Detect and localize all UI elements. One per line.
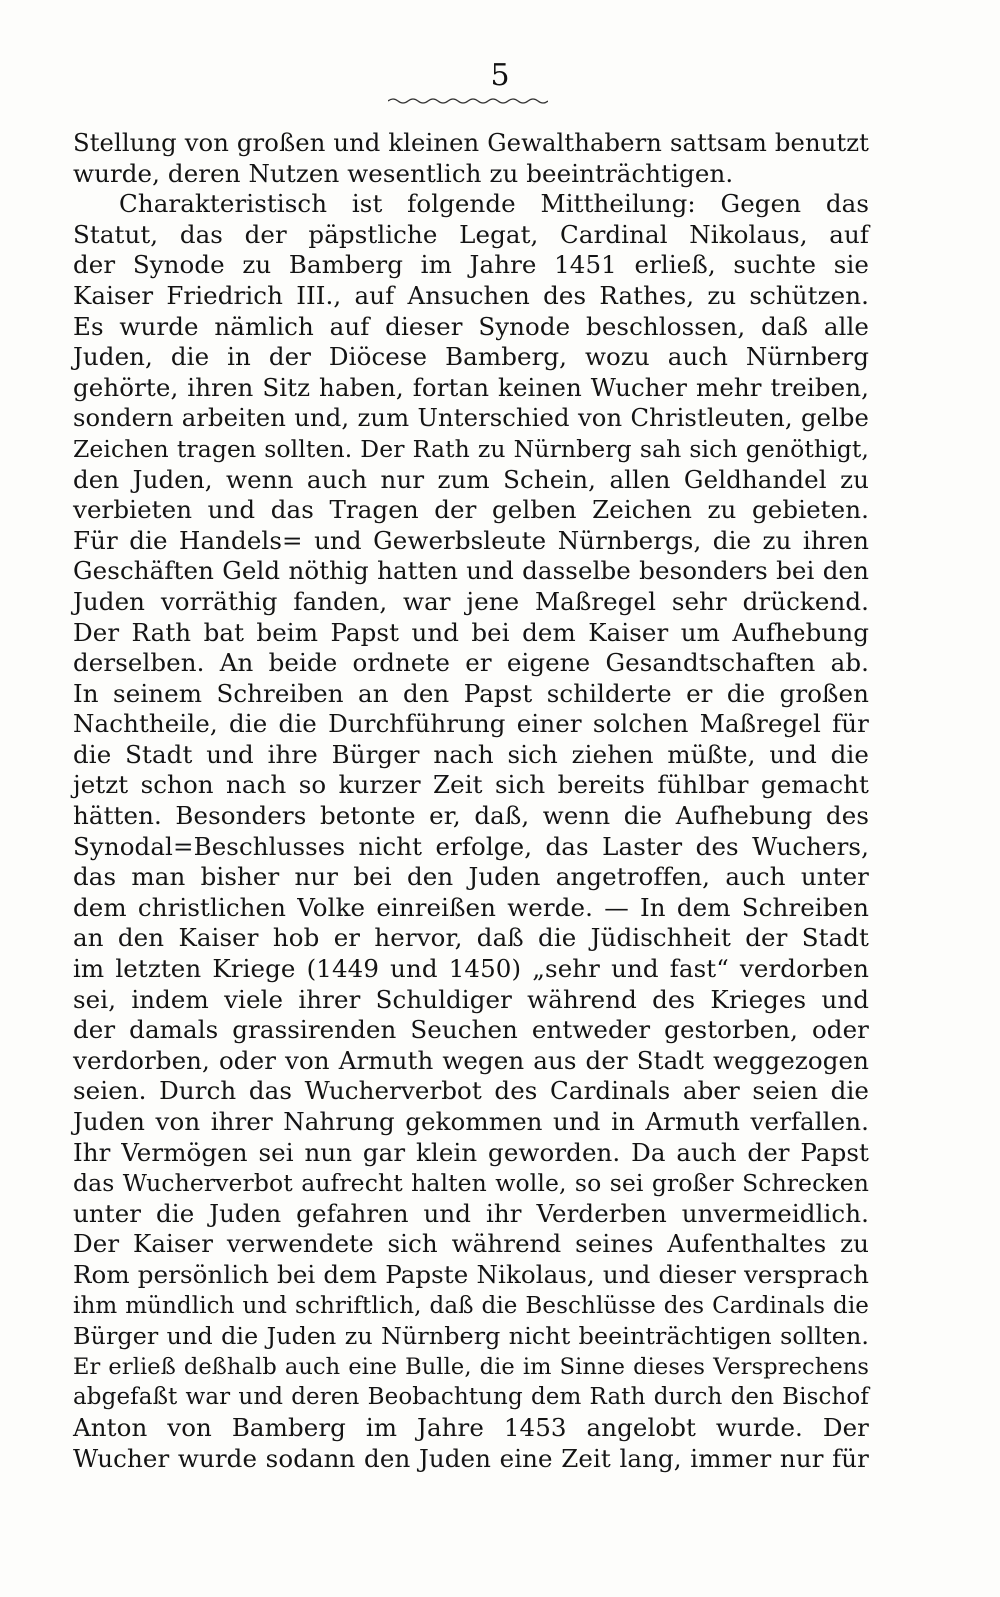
text-line: der Synode zu Bamberg im Jahre 1451 erließ, suchte sie — [73, 250, 869, 280]
text-line: wurde, deren Nutzen wesentlich zu beeinträchtigen. — [73, 158, 734, 188]
text-line: verbieten und das Tragen der gelben Zeichen zu gebieten. — [73, 495, 869, 525]
text-line: Der Kaiser verwendete sich während seines Aufenthaltes zu — [73, 1229, 869, 1259]
text-line: abgefaßt war und deren Beobachtung dem Rath durch den Bischof — [73, 1384, 869, 1411]
text-line: In seinem Schreiben an den Papst schilderte er die großen — [73, 678, 869, 708]
text-line: Statut, das der päpstliche Legat, Cardinal Nikolaus, auf — [73, 219, 869, 249]
text-line: Rom persönlich bei dem Papste Nikolaus, und dieser versprach — [73, 1259, 869, 1289]
page-number: 5 — [490, 58, 510, 93]
text-line: jetzt schon nach so kurzer Zeit sich bereits fühlbar gemacht — [73, 770, 869, 800]
text-line: Juden, die in der Diöcese Bamberg, wozu auch Nürnberg — [73, 342, 869, 372]
text-line: Synodal=Beschlusses nicht erfolge, das Laster des Wuchers, — [73, 831, 869, 861]
text-line: Bürger und die Juden zu Nürnberg nicht beeinträchtigen sollten. — [73, 1322, 869, 1351]
text-line: seien. Durch das Wucherverbot des Cardinals aber seien die — [73, 1076, 869, 1106]
text-line: verdorben, oder von Armuth wegen aus der Stadt weggezogen — [73, 1045, 869, 1075]
wavy-rule-ornament — [388, 96, 548, 106]
text-line: Geschäften Geld nöthig hatten und dasselbe besonders bei den — [73, 556, 869, 586]
text-line: Zeichen tragen sollten. Der Rath zu Nürnberg sah sich genöthigt, — [73, 434, 869, 463]
text-line: der damals grassirenden Seuchen entweder gestorben, oder — [73, 1015, 869, 1045]
text-line: Stellung von großen und kleinen Gewalthabern sattsam benutzt — [73, 128, 869, 157]
text-line: den Juden, wenn auch nur zum Schein, allen Geldhandel zu — [73, 464, 869, 494]
text-line: an den Kaiser hob er hervor, daß die Jüdischheit der Stadt — [73, 923, 869, 953]
text-line: gehörte, ihren Sitz haben, fortan keinen Wucher mehr treiben, — [73, 372, 869, 402]
text-line: Er erließ deßhalb auch eine Bulle, die im Sinne dieses Versprechens — [73, 1353, 869, 1380]
text-line: Charakteristisch ist folgende Mittheilung: Gegen das — [119, 189, 869, 219]
text-line: das Wucherverbot aufrecht halten wolle, so sei großer Schrecken — [73, 1169, 869, 1198]
text-line: sei, indem viele ihrer Schuldiger während des Krieges und — [73, 984, 869, 1014]
text-line: Wucher wurde sodann den Juden eine Zeit lang, immer nur für — [73, 1443, 869, 1473]
text-line: die Stadt und ihre Bürger nach sich ziehen müßte, und die — [73, 739, 869, 769]
text-line: derselben. An beide ordnete er eigene Gesandtschaften ab. — [73, 648, 869, 678]
text-line: sondern arbeiten und, zum Unterschied von Christleuten, gelbe — [73, 403, 869, 433]
text-line: Kaiser Friedrich III., auf Ansuchen des Rathes, zu schützen. — [73, 280, 869, 310]
text-line: Juden vorräthig fanden, war jene Maßregel sehr drückend. — [73, 586, 869, 616]
text-line: Ihr Vermögen sei nun gar klein geworden. Da auch der Papst — [73, 1137, 869, 1167]
text-line: das man bisher nur bei den Juden angetroffen, auch unter — [73, 862, 869, 892]
text-line: Für die Handels= und Gewerbsleute Nürnbergs, die zu ihren — [73, 525, 869, 555]
text-line: Anton von Bamberg im Jahre 1453 angelobt wurde. Der — [73, 1412, 869, 1442]
text-line: unter die Juden gefahren und ihr Verderben unvermeidlich. — [73, 1198, 869, 1228]
body-text — [73, 128, 869, 1474]
text-line: Nachtheile, die die Durchführung einer solchen Maßregel für — [73, 709, 869, 739]
text-line: hätten. Besonders betonte er, daß, wenn die Aufhebung des — [73, 801, 869, 831]
text-line: Es wurde nämlich auf dieser Synode beschlossen, daß alle — [73, 311, 869, 341]
text-line: dem christlichen Volke einreißen werde. — In dem Schreiben — [73, 892, 869, 922]
text-line: ihm mündlich und schriftlich, daß die Beschlüsse des Cardinals die — [73, 1292, 869, 1319]
text-line: Der Rath bat beim Papst und bei dem Kaiser um Aufhebung — [73, 617, 869, 647]
text-line: Juden von ihrer Nahrung gekommen und in Armuth verfallen. — [73, 1107, 869, 1136]
text-line: im letzten Kriege (1449 und 1450) „sehr und fast“ verdorben — [73, 954, 869, 984]
